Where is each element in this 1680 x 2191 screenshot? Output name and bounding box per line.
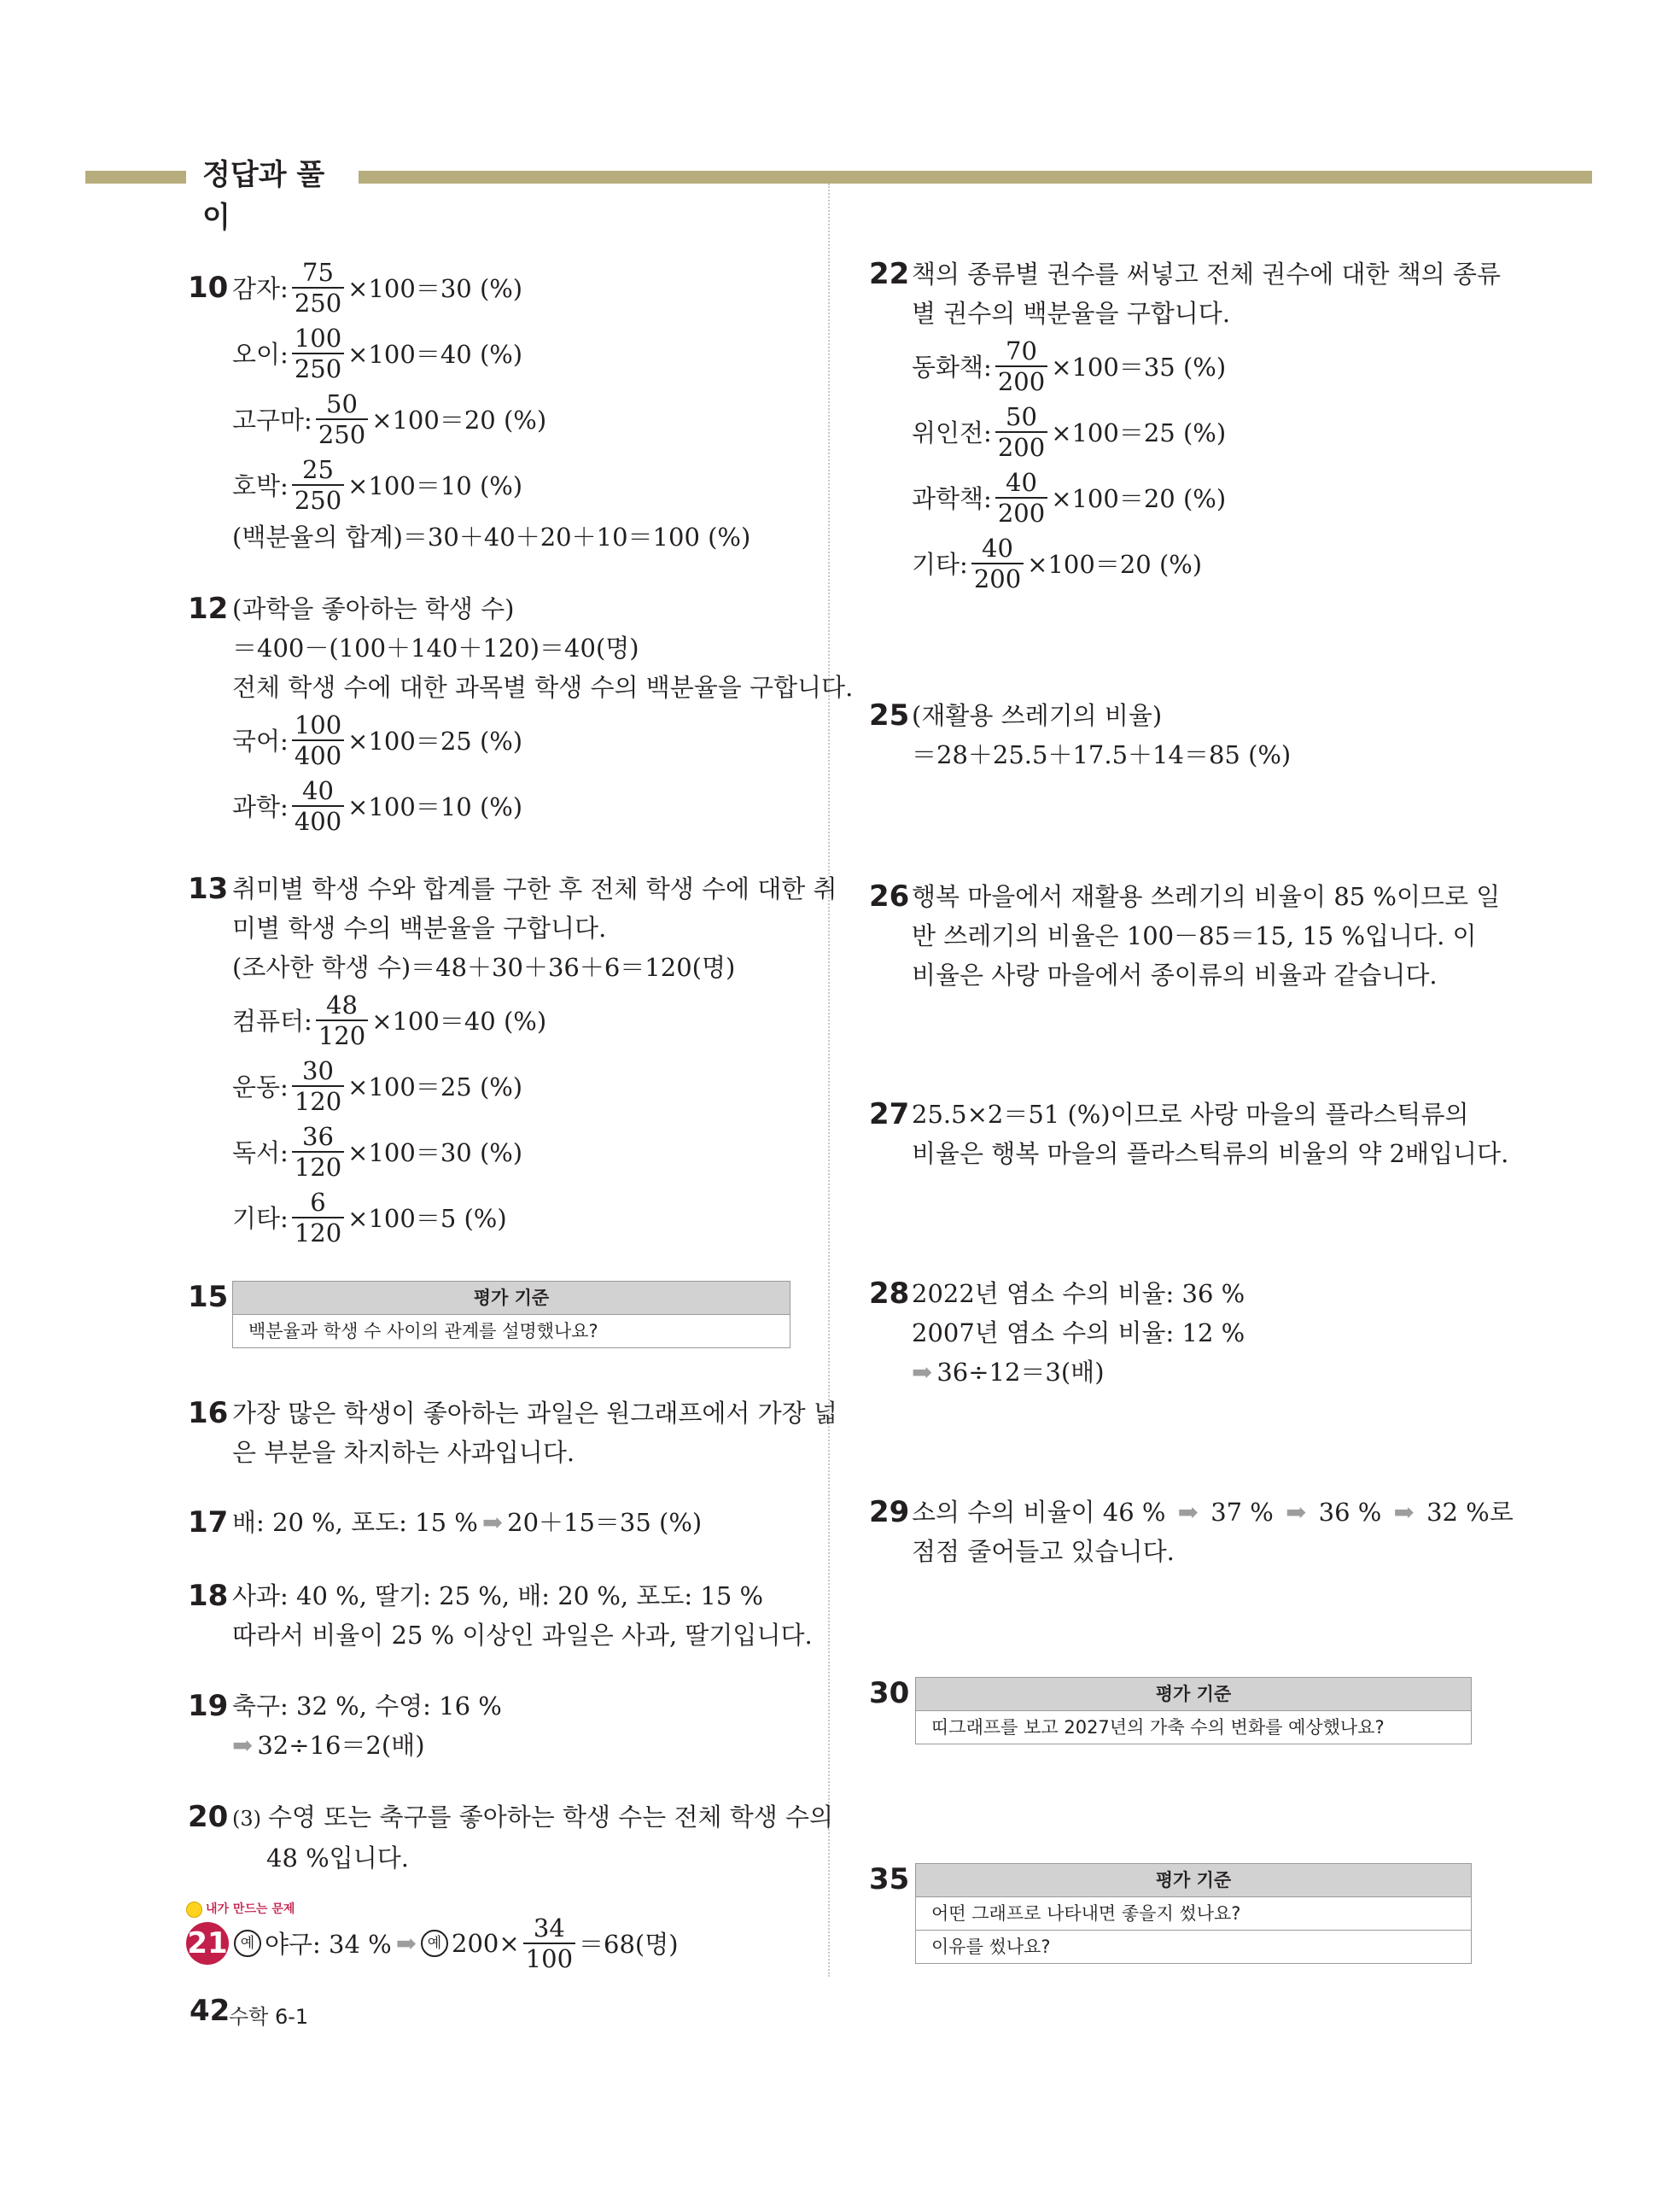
answer-line: 따라서 비율이 25 % 이상인 과일은 사과, 딸기입니다. <box>232 1621 813 1650</box>
label: 독서: <box>232 1138 289 1167</box>
fraction <box>292 455 344 515</box>
problem-body <box>232 869 837 1250</box>
answer-line: 반 쓰레기의 비율은 100－85＝15, 15 %입니다. 이 <box>912 921 1477 950</box>
numerator: 30 <box>302 1055 334 1085</box>
criteria-row: 띠그래프를 보고 2027년의 가축 수의 변화를 예상했나요? <box>931 1717 1385 1738</box>
smiley-icon <box>186 1902 202 1918</box>
answer-line: (조사한 학생 수)＝48＋30＋36＋6＝120(명) <box>232 953 736 982</box>
criteria-row: 백분율과 학생 수 사이의 관계를 설명했나요? <box>248 1321 598 1341</box>
numerator: 75 <box>302 257 334 287</box>
answer-line <box>232 1726 502 1765</box>
numerator: 100 <box>294 710 342 739</box>
label: 과학: <box>232 792 289 821</box>
criteria-row: 이유를 썼나요? <box>916 1930 1471 1963</box>
answer-line: 축구: 32 %, 수영: 16 % <box>232 1691 502 1721</box>
answer-line: 가장 많은 학생이 좋아하는 과일은 원그래프에서 가장 넓 <box>232 1399 837 1428</box>
fraction <box>971 534 1024 593</box>
denominator: 250 <box>292 353 344 383</box>
answer-text: 야구: 34 % <box>265 1930 392 1959</box>
problem-body <box>912 877 1500 995</box>
answer-line <box>912 530 1501 596</box>
problem-number: 26 <box>869 879 910 914</box>
example-mark: 예 <box>234 1930 261 1957</box>
label: 감자: <box>232 274 289 303</box>
denominator: 120 <box>292 1085 344 1116</box>
label: 운동: <box>232 1072 289 1101</box>
numerator: 40 <box>1006 467 1037 497</box>
result: ×100＝25 (%) <box>347 1072 523 1101</box>
numerator: 25 <box>302 454 334 484</box>
result: ×100＝10 (%) <box>347 471 523 500</box>
fraction <box>995 402 1047 462</box>
answer-text: 32 %로 <box>1426 1498 1514 1527</box>
fraction <box>292 710 344 770</box>
criteria-header: 평가 기준 <box>916 1864 1471 1897</box>
fraction <box>292 776 344 836</box>
example-mark: 예 <box>421 1930 448 1957</box>
sub-question-mark: (3) <box>232 1807 261 1831</box>
answer-line <box>232 707 853 773</box>
numerator: 34 <box>533 1913 565 1943</box>
problem-body <box>234 1910 679 1976</box>
page-header <box>85 154 1592 235</box>
answer-line: 취미별 학생 수와 합계를 구한 후 전체 학생 수에 대한 취 <box>232 874 837 903</box>
footer-subject: 수학 6-1 <box>229 2005 309 2029</box>
fraction <box>292 1188 344 1247</box>
denominator: 100 <box>523 1943 575 1973</box>
numerator: 70 <box>1006 336 1037 365</box>
problem-number: 17 <box>188 1505 229 1540</box>
result: ×100＝25 (%) <box>1051 418 1227 447</box>
problem-body <box>232 254 750 557</box>
denominator: 250 <box>292 484 344 515</box>
answer-line: (재활용 쓰레기의 비율) <box>912 701 1163 730</box>
problem-body <box>912 1095 1508 1173</box>
fraction <box>523 1913 575 1973</box>
problem-body <box>912 1493 1514 1571</box>
denominator: 200 <box>995 431 1047 462</box>
result: ×100＝35 (%) <box>1051 353 1227 382</box>
arrow-right-icon: ➡ <box>1286 1498 1307 1527</box>
tag-label: 내가 만드는 문제 <box>206 1902 295 1916</box>
problem-number: 28 <box>869 1277 910 1311</box>
label: 과학책: <box>912 484 992 513</box>
answer-line <box>232 1119 837 1184</box>
numerator: 50 <box>326 389 358 418</box>
answer-line <box>232 773 853 838</box>
answer-line: 비율은 사랑 마을에서 종이류의 비율과 같습니다. <box>912 961 1438 990</box>
label: 호박: <box>232 471 289 500</box>
answer-line: 2007년 염소 수의 비율: 12 % <box>912 1318 1245 1347</box>
answer-text: 배: 20 %, 포도: 15 % <box>232 1508 478 1537</box>
answer-line <box>232 1797 833 1838</box>
problem-number: 27 <box>869 1097 910 1131</box>
answer-line <box>232 320 750 386</box>
denominator: 400 <box>292 739 344 770</box>
denominator: 120 <box>292 1151 344 1182</box>
answer-line <box>234 1910 679 1976</box>
arrow-right-icon: ➡ <box>481 1508 504 1537</box>
fraction <box>995 468 1047 528</box>
answer-line <box>232 386 750 452</box>
problem-number: 18 <box>188 1579 229 1613</box>
answer-line <box>232 987 837 1053</box>
answer-line <box>232 1053 837 1119</box>
problem-number: 35 <box>869 1862 910 1896</box>
answer-line: 2022년 염소 수의 비율: 36 % <box>912 1279 1245 1308</box>
arrow-right-icon: ➡ <box>395 1928 417 1958</box>
label: 기타: <box>912 550 968 579</box>
answer-text: 36÷12＝3(배) <box>936 1358 1105 1387</box>
result: ×100＝20 (%) <box>1051 484 1227 513</box>
fraction <box>292 324 344 383</box>
denominator: 400 <box>292 805 344 836</box>
denominator: 250 <box>316 418 368 449</box>
answer-text: 36 % <box>1318 1498 1382 1527</box>
answer-line: 48 %입니다. <box>266 1843 409 1873</box>
problem-number: 25 <box>869 698 910 733</box>
answer-line: (백분율의 합계)＝30＋40＋20＋10＝100 (%) <box>232 523 751 552</box>
problem-body <box>232 1393 837 1472</box>
problem-number: 29 <box>869 1495 910 1529</box>
result: ×100＝20 (%) <box>371 406 547 435</box>
denominator: 200 <box>995 497 1047 528</box>
answer-line <box>912 333 1501 399</box>
label: 컴퓨터: <box>232 1007 312 1036</box>
numerator: 48 <box>326 990 358 1020</box>
answer-line: 은 부분을 차지하는 사과입니다. <box>232 1438 575 1467</box>
header-bar-left <box>85 171 186 184</box>
page-title: 정답과 풀이 <box>202 158 325 235</box>
label: 오이: <box>232 340 289 369</box>
header-bar-right <box>359 171 1592 184</box>
result: ×100＝40 (%) <box>347 340 523 369</box>
answer-line: ＝400－(100＋140＋120)＝40(명) <box>232 634 639 663</box>
answer-line: (과학을 좋아하는 학생 수) <box>232 594 515 623</box>
answer-text: 20＋15＝35 (%) <box>507 1508 703 1537</box>
problem-number: 13 <box>188 872 229 906</box>
problem-body <box>912 254 1501 596</box>
page-number: 42 <box>190 1994 230 2028</box>
result: ×100＝30 (%) <box>347 274 523 303</box>
answer-text: ＝68(명) <box>579 1930 679 1959</box>
answer-line: 비율은 행복 마을의 플라스틱류의 비율의 약 2배입니다. <box>912 1139 1509 1168</box>
answer-line <box>912 399 1501 464</box>
fraction <box>316 389 368 449</box>
answer-line <box>912 1493 1514 1532</box>
answer-text: 소의 수의 비율이 46 % <box>912 1498 1166 1527</box>
problem-number: 12 <box>188 592 229 626</box>
denominator: 120 <box>292 1217 344 1247</box>
criteria-table <box>232 1281 790 1348</box>
result: ×100＝5 (%) <box>347 1204 507 1233</box>
answer-text: 32÷16＝2(배) <box>257 1731 425 1760</box>
numerator: 6 <box>310 1187 326 1217</box>
criteria-row: 어떤 그래프로 나타내면 좋을지 썼나요? <box>931 1903 1241 1924</box>
answer-line: 책의 종류별 권수를 써넣고 전체 권수에 대한 책의 종류 <box>912 260 1502 289</box>
label: 기타: <box>232 1204 289 1233</box>
answer-text: 37 % <box>1210 1498 1274 1527</box>
fraction <box>292 258 344 318</box>
fraction <box>316 990 368 1050</box>
arrow-right-icon: ➡ <box>232 1731 254 1760</box>
problem-body <box>232 589 853 838</box>
problem-number: 19 <box>188 1689 229 1723</box>
answer-line <box>232 452 750 517</box>
label: 위인전: <box>912 418 992 447</box>
denominator: 200 <box>971 563 1024 593</box>
answer-line <box>232 254 750 320</box>
fraction <box>292 1056 344 1116</box>
answer-line <box>232 1184 837 1250</box>
answer-text: 수영 또는 축구를 좋아하는 학생 수는 전체 학생 수의 <box>268 1802 834 1832</box>
numerator: 36 <box>302 1121 334 1151</box>
numerator: 100 <box>294 323 342 353</box>
answer-line: 전체 학생 수에 대한 과목별 학생 수의 백분율을 구합니다. <box>232 673 854 702</box>
problem-number: 20 <box>188 1800 229 1834</box>
problem-body <box>232 1686 502 1765</box>
problem-body <box>232 1576 813 1655</box>
criteria-header: 평가 기준 <box>916 1678 1471 1711</box>
fraction <box>995 336 1047 396</box>
result: ×100＝25 (%) <box>347 727 523 756</box>
numerator: 40 <box>302 775 334 805</box>
problem-body <box>912 696 1291 774</box>
problem-number: 15 <box>188 1280 229 1314</box>
arrow-right-icon: ➡ <box>1393 1498 1415 1527</box>
answer-line: 미별 학생 수의 백분율을 구합니다. <box>232 914 607 943</box>
problem-number: 16 <box>188 1396 229 1430</box>
problem-body <box>232 1797 833 1878</box>
denominator: 200 <box>995 365 1047 396</box>
result: ×100＝30 (%) <box>347 1138 523 1167</box>
answer-line: 사과: 40 %, 딸기: 25 %, 배: 20 %, 포도: 15 % <box>232 1581 764 1610</box>
arrow-right-icon: ➡ <box>912 1358 933 1387</box>
problem-number-badge: 21 <box>186 1922 229 1965</box>
criteria-table <box>915 1677 1472 1744</box>
criteria-header: 평가 기준 <box>233 1282 790 1315</box>
arrow-right-icon: ➡ <box>1177 1498 1199 1527</box>
answer-line: 점점 줄어들고 있습니다. <box>912 1537 1175 1566</box>
label: 동화책: <box>912 353 992 382</box>
result: ×100＝20 (%) <box>1027 550 1203 579</box>
answer-line <box>912 464 1501 530</box>
problem-number: 30 <box>869 1676 910 1710</box>
answer-line <box>912 1353 1245 1392</box>
numerator: 50 <box>1006 401 1037 431</box>
result: ×100＝10 (%) <box>347 792 523 821</box>
denominator: 250 <box>292 287 344 318</box>
answer-line: 별 권수의 백분율을 구합니다. <box>912 299 1231 328</box>
answer-line <box>232 1503 702 1542</box>
problem-body <box>912 1274 1245 1392</box>
label: 고구마: <box>232 406 312 435</box>
numerator: 40 <box>982 533 1013 563</box>
answer-line: 25.5×2＝51 (%)이므로 사랑 마을의 플라스틱류의 <box>912 1100 1469 1129</box>
problem-number: 10 <box>188 271 229 305</box>
answer-line: ＝28＋25.5＋17.5＋14＝85 (%) <box>912 740 1292 769</box>
criteria-table <box>915 1863 1472 1964</box>
answer-text: 200× <box>452 1928 520 1958</box>
label: 국어: <box>232 727 289 756</box>
problem-body <box>232 1503 702 1542</box>
denominator: 120 <box>316 1020 368 1050</box>
fraction <box>292 1122 344 1182</box>
problem-number: 22 <box>869 257 910 291</box>
result: ×100＝40 (%) <box>371 1007 547 1036</box>
answer-line: 행복 마을에서 재활용 쓰레기의 비율이 85 %이므로 일 <box>912 882 1501 911</box>
